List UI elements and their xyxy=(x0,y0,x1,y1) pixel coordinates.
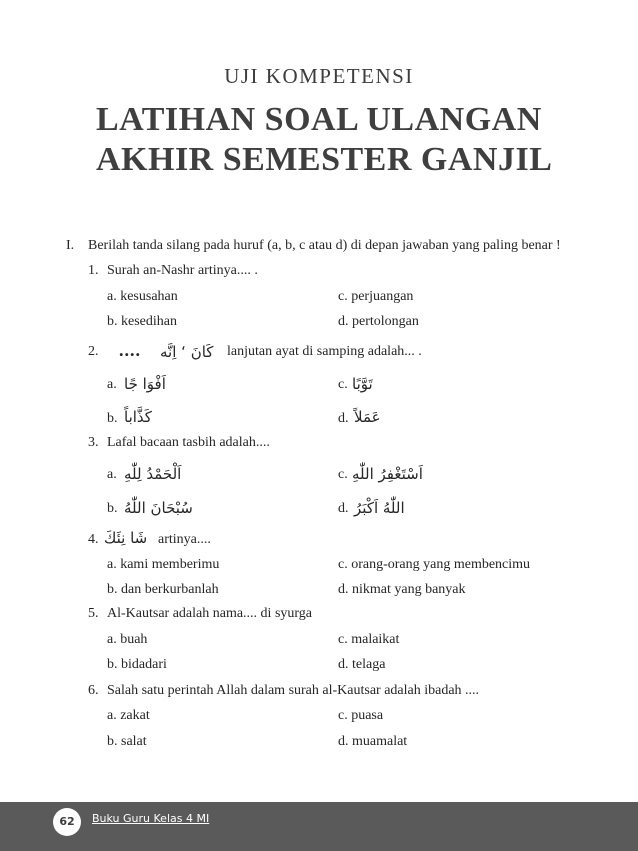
question-number: 1. xyxy=(88,263,99,278)
option-b: b. salat xyxy=(107,734,147,749)
option-b: b. bidadari xyxy=(107,657,167,672)
option-c: c. puasa xyxy=(338,708,384,723)
question-number: 5. xyxy=(88,606,99,621)
option-a: a. kesusahan xyxy=(107,289,178,304)
option-c: c. malaikat xyxy=(338,632,400,647)
option-d: d. telaga xyxy=(338,657,386,672)
option-d: d. nikmat yang banyak xyxy=(338,582,466,597)
question-number: 4. xyxy=(88,532,99,547)
option-c-letter: c. xyxy=(338,377,348,392)
page-title-line-2: AKHIR SEMESTER GANJIL xyxy=(96,141,553,178)
page-number: 62 xyxy=(53,808,81,836)
option-a-letter: a. xyxy=(107,467,117,482)
section-kicker: UJI KOMPETENSI xyxy=(224,64,414,88)
option-c-letter: c. xyxy=(338,467,348,482)
footer-book-title: Buku Guru Kelas 4 MI xyxy=(92,812,210,825)
question-text: Salah satu perintah Allah dalam surah al-Kautsar adalah ibadah .... xyxy=(107,683,480,698)
question-text: lanjutan ayat di samping adalah... . xyxy=(227,344,422,359)
option-c: c. orang-orang yang membencimu xyxy=(338,557,531,572)
option-b: b. dan berkurbanlah xyxy=(107,582,219,597)
option-a-arabic: اَلْحَمْدُ لِلّٰهِ xyxy=(124,465,182,483)
option-d-arabic: عَمَلاً xyxy=(354,408,381,426)
option-a: a. buah xyxy=(107,632,148,647)
page-title-line-1: LATIHAN SOAL ULANGAN xyxy=(96,101,542,138)
section-numeral: I. xyxy=(66,238,75,253)
option-d-arabic: اللّٰهُ اَكْبَرُ xyxy=(354,499,405,517)
question-number: 2. xyxy=(88,344,99,359)
option-d-letter: d. xyxy=(338,501,349,516)
question-number: 6. xyxy=(88,683,99,698)
question-text: Al-Kautsar adalah nama.... di syurga xyxy=(107,606,313,621)
footer-bar xyxy=(0,802,638,851)
option-a: a. kami memberimu xyxy=(107,557,220,572)
option-d: d. pertolongan xyxy=(338,314,419,329)
question-text: Surah an-Nashr artinya.... . xyxy=(107,263,258,278)
option-a: a. zakat xyxy=(107,708,150,723)
question-number: 3. xyxy=(88,435,99,450)
question-arabic-text: شَا نِئَكَ xyxy=(104,529,148,547)
option-a-letter: a. xyxy=(107,377,117,392)
option-c-arabic: تَوَّبًا xyxy=(352,375,373,393)
option-b-arabic: سُبْحَانَ اللّٰهُ xyxy=(124,499,193,517)
question-arabic-text: كَانَ ‘ اِنَّه xyxy=(160,343,214,361)
option-b-letter: b. xyxy=(107,501,118,516)
question-blank-dots: .... xyxy=(119,340,141,360)
option-c-arabic: اَسْتَغْفِرُ اللّٰهِ xyxy=(352,465,423,483)
option-c: c. perjuangan xyxy=(338,289,414,304)
option-a-arabic: اَفْوَا جًا xyxy=(124,375,166,393)
option-d-letter: d. xyxy=(338,411,349,426)
question-text: artinya.... xyxy=(158,532,211,547)
option-b-arabic: كَذَّاباً xyxy=(124,408,152,426)
question-text: Lafal bacaan tasbih adalah.... xyxy=(107,435,270,450)
section-instruction: Berilah tanda silang pada huruf (a, b, c atau d) di depan jawaban yang paling benar ! xyxy=(88,238,561,253)
option-b: b. kesedihan xyxy=(107,314,177,329)
option-d: d. muamalat xyxy=(338,734,408,749)
option-b-letter: b. xyxy=(107,411,118,426)
